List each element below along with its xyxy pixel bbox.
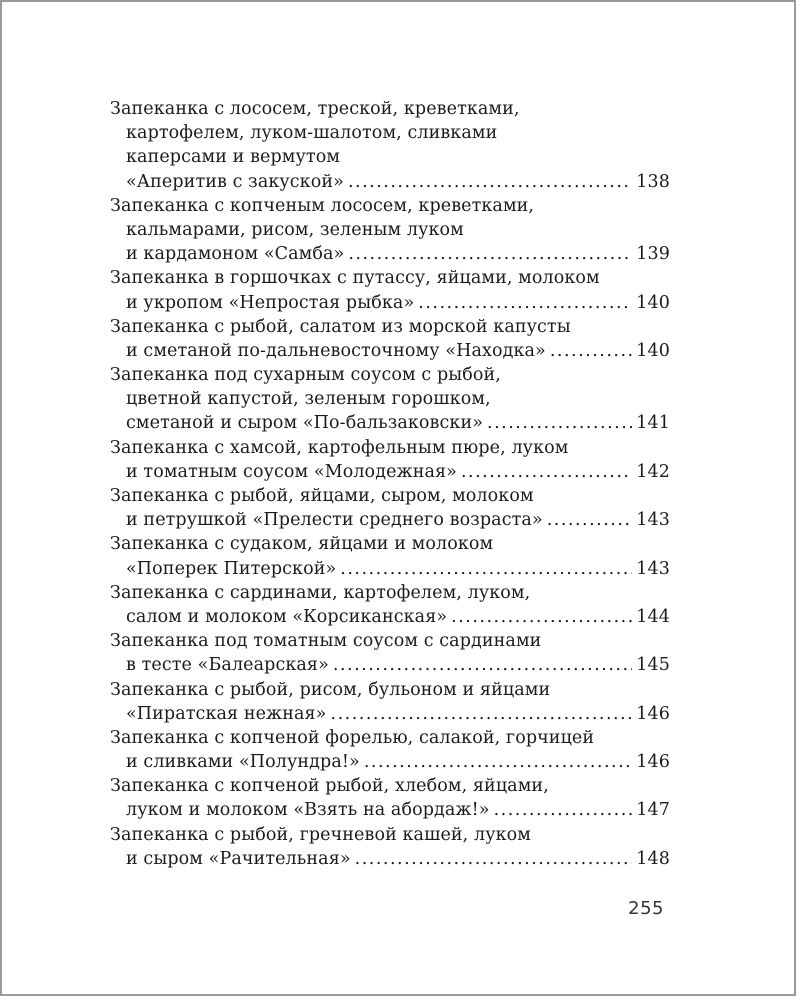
toc-entry-line: Запеканка с сардинами, картофелем, луком, — [110, 582, 531, 603]
toc-entry — [110, 774, 670, 822]
toc-entry-line: Запеканка с лососем, треской, креветками, — [110, 99, 520, 119]
toc-entry-title-end: «Поперек Питерской» — [126, 558, 337, 579]
toc-entry-last-line — [110, 170, 670, 194]
toc-entry — [110, 266, 670, 314]
toc-entry-last-line — [110, 460, 670, 484]
toc-entry-last-line — [110, 242, 670, 266]
dot-leader — [331, 702, 633, 726]
toc-entry-title-end: и сливками «Полундра!» — [126, 752, 360, 773]
toc-entry-line: Запеканка с копченой рыбой, хлебом, яйцами, — [110, 776, 549, 797]
page-number: 255 — [628, 898, 664, 919]
toc-entry-last-line — [110, 291, 670, 315]
toc-entry-page: 139 — [636, 244, 670, 265]
dot-leader — [348, 170, 632, 194]
table-of-contents — [110, 97, 670, 871]
toc-entry-line: Запеканка под томатным соусом с сардинами — [110, 631, 542, 652]
toc-entry-last-line — [110, 653, 670, 677]
toc-entry-title-end: и сыром «Рачительная» — [126, 848, 351, 869]
toc-entry-title-end: и петрушкой «Прелести среднего возраста» — [126, 510, 543, 531]
toc-entry-title-end: луком и молоком «Взять на абордаж!» — [126, 800, 490, 821]
dot-leader — [451, 605, 632, 629]
toc-entry-last-line — [110, 702, 670, 726]
toc-entry-title-end: и томатным соусом «Молодежная» — [126, 461, 457, 482]
toc-entry-page: 143 — [636, 510, 670, 531]
toc-entry-title-end: салом и молоком «Корсиканская» — [126, 606, 448, 627]
toc-entry — [110, 436, 670, 484]
toc-entry-line: Запеканка с рыбой, яйцами, сыром, молоком — [110, 486, 534, 506]
toc-entry-page: 142 — [636, 461, 670, 482]
toc-entry — [110, 194, 670, 267]
toc-entry-page: 140 — [636, 292, 670, 313]
toc-entry-page: 145 — [636, 655, 670, 676]
toc-entry — [110, 678, 670, 726]
toc-entry-title-end: «Аперитив с закуской» — [126, 171, 344, 192]
toc-entry-last-line — [110, 750, 670, 774]
dot-leader — [547, 508, 633, 532]
toc-entry-last-line — [110, 339, 670, 363]
toc-entry — [110, 532, 670, 580]
toc-entry-page: 146 — [636, 703, 670, 724]
toc-entry-line: Запеканка с рыбой, гречневой кашей, луком — [110, 824, 531, 845]
toc-entry-line: цветной капустой, зеленым горошком, — [126, 389, 491, 410]
toc-entry-line: каперсами и вермутом — [126, 147, 341, 168]
toc-entry-page: 143 — [636, 558, 670, 579]
toc-entry-page: 148 — [636, 848, 670, 869]
toc-entry-last-line — [110, 798, 670, 822]
toc-entry — [110, 726, 670, 774]
toc-entry-last-line — [110, 847, 670, 871]
toc-entry — [110, 97, 670, 194]
toc-entry-page: 144 — [636, 606, 670, 627]
toc-entry-page: 146 — [636, 752, 670, 773]
toc-entry-title-end: и укропом «Непростая рыбка» — [126, 292, 415, 313]
dot-leader — [340, 557, 632, 581]
toc-entry-line: Запеканка с рыбой, рисом, бульоном и яйцами — [110, 679, 551, 700]
dot-leader — [348, 242, 632, 266]
toc-entry — [110, 315, 670, 363]
toc-entry-title-end: и сметаной по-дальневосточному «Находка» — [126, 340, 546, 361]
toc-entry-page: 140 — [636, 340, 670, 361]
toc-entry-last-line — [110, 605, 670, 629]
toc-entry-line: Запеканка под сухарным соусом с рыбой, — [110, 365, 501, 386]
toc-entry-title-end: в тесте «Балеарская» — [126, 655, 329, 676]
dot-leader — [494, 798, 633, 822]
dot-leader — [333, 653, 632, 677]
toc-entry-title-end: «Пиратская нежная» — [126, 703, 327, 724]
toc-entry — [110, 581, 670, 629]
toc-entry — [110, 363, 670, 436]
dot-leader — [461, 460, 632, 484]
toc-entry-line: Запеканка с копченой форелью, салакой, горчицей — [110, 727, 595, 748]
toc-entry-title-end: и кардамоном «Самба» — [126, 244, 345, 265]
toc-entry — [110, 823, 670, 871]
toc-entry-line: Запеканка с копченым лососем, креветками, — [110, 195, 535, 216]
toc-entry-line: Запеканка с судаком, яйцами и молоком — [110, 534, 494, 555]
dot-leader — [364, 750, 632, 774]
toc-entry-title-end: сметаной и сыром «По-бальзаковски» — [126, 413, 484, 434]
toc-entry — [110, 629, 670, 677]
toc-entry-line: картофелем, луком-шалотом, сливками — [126, 123, 498, 144]
toc-entry-last-line — [110, 411, 670, 435]
toc-entry-last-line — [110, 508, 670, 532]
toc-entry-page: 147 — [636, 800, 670, 821]
dot-leader — [550, 339, 632, 363]
toc-entry-page: 138 — [636, 171, 670, 192]
toc-entry-line: Запеканка с рыбой, салатом из морской капусты — [110, 316, 571, 337]
dot-leader — [418, 291, 632, 315]
toc-entry-last-line — [110, 557, 670, 581]
dot-leader — [487, 411, 632, 435]
toc-entry-line: кальмарами, рисом, зеленым луком — [126, 219, 464, 240]
toc-entry — [110, 484, 670, 532]
dot-leader — [355, 847, 633, 871]
toc-entry-line: Запеканка с хамсой, картофельным пюре, луком — [110, 437, 569, 458]
toc-entry-page: 141 — [636, 413, 670, 434]
toc-entry-line: Запеканка в горшочках с путассу, яйцами, молоком — [110, 268, 600, 289]
